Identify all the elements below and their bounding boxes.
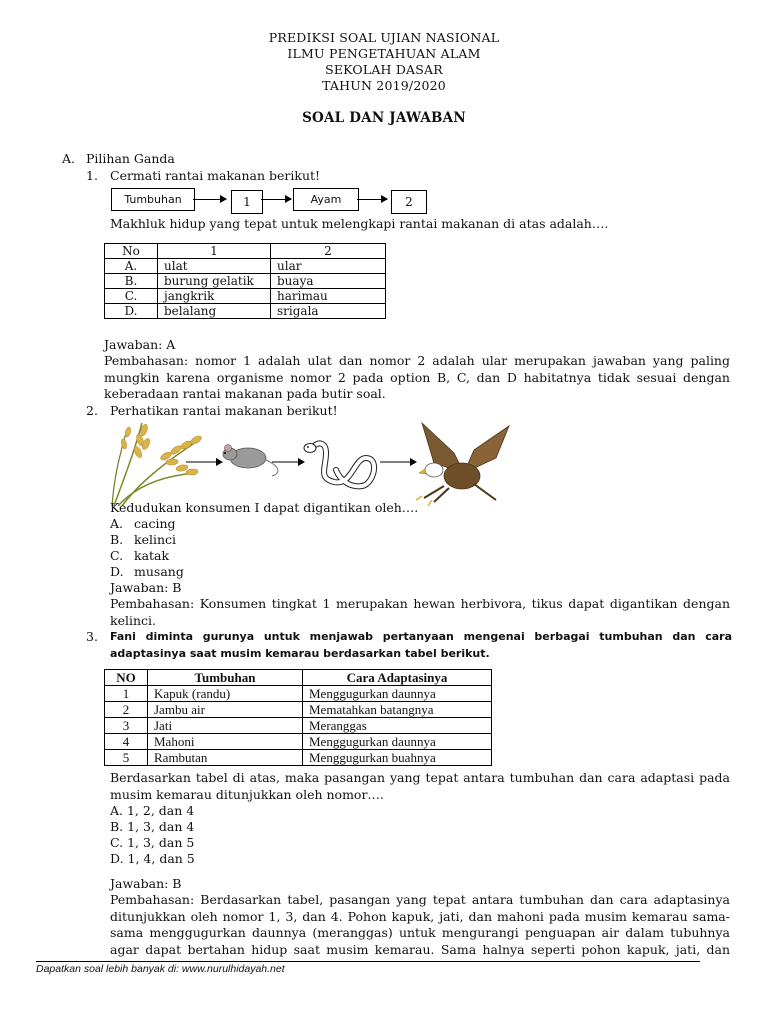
- q1-answer: Jawaban: A: [104, 337, 176, 352]
- table-cell: ular: [271, 259, 386, 274]
- table-row: [105, 304, 386, 319]
- table-cell: Jambu air: [148, 702, 303, 718]
- q1-number: 1.: [86, 168, 98, 183]
- q2-option-c-text: katak: [134, 548, 170, 563]
- eagle-icon: [416, 423, 509, 506]
- table-cell: harimau: [271, 289, 386, 304]
- table-row: [105, 750, 492, 766]
- table-cell: srigala: [271, 304, 386, 319]
- chain-box-tumbuhan: Tumbuhan: [111, 188, 195, 211]
- snake-icon: [304, 443, 374, 486]
- chain-box-1: 1: [231, 190, 263, 214]
- q2-option-a-text: cacing: [134, 516, 176, 531]
- table-cell: belalang: [158, 304, 271, 319]
- q2-explanation: Pembahasan: Konsumen tingkat 1 merupakan hewan herbivora, tikus dapat digantikan dengan kelinci.: [110, 596, 730, 628]
- q2-option-b-letter: B.: [110, 532, 124, 547]
- mouse-icon: [223, 445, 278, 477]
- section-marker: A.: [62, 151, 76, 166]
- footer-link-text[interactable]: Dapatkan soal lebih banyak di: www.nurulhidayah.net: [36, 963, 285, 975]
- table-cell: 5: [105, 750, 148, 766]
- table-header-row: [105, 244, 386, 259]
- table-row: [105, 718, 492, 734]
- chain-arrow-3: [357, 199, 387, 200]
- table-cell: ulat: [158, 259, 271, 274]
- table-header-cell: NO: [105, 670, 148, 686]
- table-cell: Mahoni: [148, 734, 303, 750]
- table-cell: C.: [105, 289, 158, 304]
- q3-number: 3.: [86, 629, 98, 644]
- table-row: [105, 734, 492, 750]
- table-header-row: [105, 670, 492, 686]
- q3-prompt: Berdasarkan tabel di atas, maka pasangan yang tepat antara tumbuhan dan cara adaptasi pada musim kemarau ditunjukkan oleh nomor….: [110, 770, 730, 802]
- table-cell: 2: [105, 702, 148, 718]
- table-cell: Rambutan: [148, 750, 303, 766]
- table-row: [105, 274, 386, 289]
- table-cell: Jati: [148, 718, 303, 734]
- table-cell: Menggugurkan daunnya: [303, 734, 492, 750]
- q2-food-chain-image: [104, 418, 514, 508]
- table-cell: Mematahkan batangnya: [303, 702, 492, 718]
- table-cell: A.: [105, 259, 158, 274]
- table-cell: D.: [105, 304, 158, 319]
- table-cell: buaya: [271, 274, 386, 289]
- q2-text: Perhatikan rantai makanan berikut!: [110, 403, 338, 418]
- q2-option-d-letter: D.: [110, 564, 124, 579]
- q1-explanation: Pembahasan: nomor 1 adalah ulat dan nomor 2 adalah ular merupakan jawaban yang paling mungkin karena organisme nomor 2 pada option B, C, dan D habitatnya tidak sesuai dengan keberadaan rantai makanan pada butir soal.: [104, 353, 730, 401]
- table-cell: 3: [105, 718, 148, 734]
- q3-option-b: B. 1, 3, dan 4: [110, 819, 195, 834]
- header-line-2: ILMU PENGETAHUAN ALAM: [287, 46, 481, 61]
- table-header-cell: Cara Adaptasinya: [303, 670, 492, 686]
- q3-answer: Jawaban: B: [110, 876, 182, 891]
- q3-adaptation-table: [104, 669, 492, 766]
- chain-arrow-2: [261, 199, 291, 200]
- chain-box-ayam: Ayam: [293, 188, 359, 211]
- header-line-3: SEKOLAH DASAR: [325, 62, 443, 77]
- q3-option-a: A. 1, 2, dan 4: [110, 803, 195, 818]
- table-cell: 4: [105, 734, 148, 750]
- q2-option-c-letter: C.: [110, 548, 124, 563]
- q2-option-a-letter: A.: [110, 516, 124, 531]
- rice-plant-icon: [112, 423, 203, 506]
- table-cell: B.: [105, 274, 158, 289]
- table-cell: 1: [105, 686, 148, 702]
- table-cell: Kapuk (randu): [148, 686, 303, 702]
- q2-option-b-text: kelinci: [134, 532, 177, 547]
- q2-prompt: Kedudukan konsumen I dapat digantikan oleh….: [110, 500, 419, 515]
- table-row: [105, 289, 386, 304]
- q1-options-table: [104, 243, 386, 319]
- table-row: [105, 686, 492, 702]
- q3-option-c: C. 1, 3, dan 5: [110, 835, 195, 850]
- q3-option-d: D. 1, 4, dan 5: [110, 851, 195, 866]
- q3-text: Fani diminta gurunya untuk menjawab pertanyaan mengenai berbagai tumbuhan dan cara adaptasinya saat musim kemarau berdasarkan tabel berikut.: [110, 630, 732, 660]
- q1-text: Cermati rantai makanan berikut!: [110, 168, 321, 183]
- table-header-cell: No: [105, 244, 158, 259]
- chain-arrow-1: [193, 199, 226, 200]
- table-cell: Menggugurkan buahnya: [303, 750, 492, 766]
- table-header-cell: 2: [271, 244, 386, 259]
- q2-answer: Jawaban: B: [110, 580, 182, 595]
- table-cell: jangkrik: [158, 289, 271, 304]
- table-cell: burung gelatik: [158, 274, 271, 289]
- table-header-cell: 1: [158, 244, 271, 259]
- q2-option-d-text: musang: [134, 564, 184, 579]
- table-row: [105, 259, 386, 274]
- page-title: SOAL DAN JAWABAN: [302, 110, 466, 126]
- table-header-cell: Tumbuhan: [148, 670, 303, 686]
- q1-prompt: Makhluk hidup yang tepat untuk melengkapi rantai makanan di atas adalah….: [110, 216, 609, 231]
- chain-box-2: 2: [391, 190, 427, 214]
- q3-explanation: Pembahasan: Berdasarkan tabel, pasangan yang tepat antara tumbuhan dan cara adaptasinya ditunjukkan oleh nomor 1, 3, dan 4. Pohon kapuk, jati, dan mahoni pada musim kemarau sama-sama menggugurkan daunnya (meranggas) untuk mengurangi penguapan air dalam tubuhnya agar dapat bertahan hidup saat musim kemarau. Sama halnya seperti pohon kapuk, jati, dan: [110, 892, 730, 957]
- q2-number: 2.: [86, 403, 98, 418]
- header-line-1: PREDIKSI SOAL UJIAN NASIONAL: [268, 30, 500, 45]
- table-cell: Meranggas: [303, 718, 492, 734]
- table-cell: Menggugurkan daunnya: [303, 686, 492, 702]
- section-label: Pilihan Ganda: [86, 151, 175, 166]
- header-line-4: TAHUN 2019/2020: [322, 78, 446, 93]
- table-row: [105, 702, 492, 718]
- footer-divider: [36, 961, 700, 962]
